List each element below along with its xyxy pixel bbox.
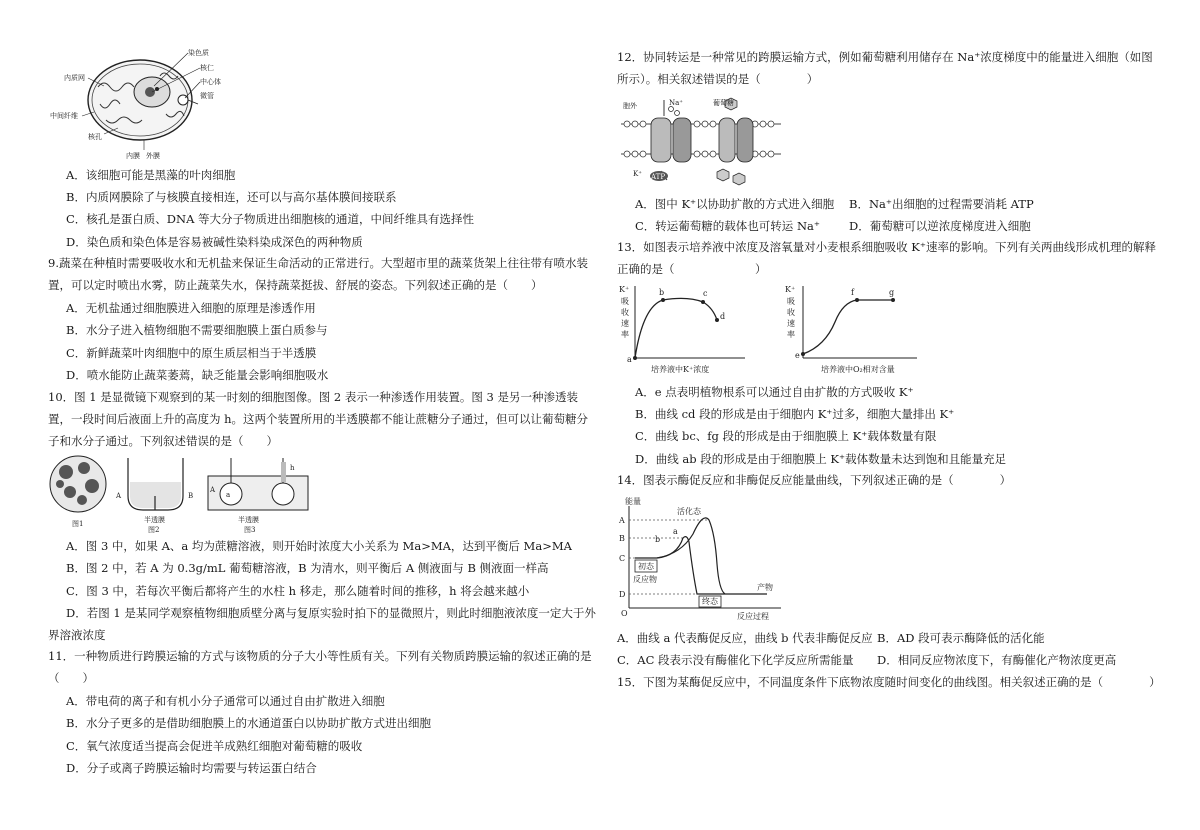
cell-structure-figure bbox=[48, 42, 238, 162]
svg-text:核孔: 核孔 bbox=[88, 133, 102, 141]
q9-option-c: C．新鲜蔬菜叶肉细胞中的原生质层相当于半透膜 bbox=[66, 346, 317, 360]
q10-option-b: B．图 2 中，若 A 为 0.3g/mL 葡萄糖溶液，B 为清水，则平衡后 A 侧液面与 B 侧液面一样高 bbox=[66, 561, 549, 575]
g1-ylabel-2: 收 bbox=[621, 308, 629, 317]
q14-option-b: B．AD 段可表示酶降低的活化能 bbox=[877, 631, 1045, 645]
q12-option-b: B．Na⁺出细胞的过程需要消耗 ATP bbox=[849, 197, 1034, 211]
g1-point-c: c bbox=[703, 289, 708, 298]
q11-option-a: A．带电荷的离子和有机小分子通常可以通过自由扩散进入细胞 bbox=[66, 694, 385, 708]
energy-curve-figure bbox=[617, 494, 787, 622]
g2-point-f: f bbox=[851, 288, 854, 297]
q13-option-c: C．曲线 bc、fg 段的形成是由于细胞膜上 K⁺载体数量有限 bbox=[635, 429, 937, 443]
fig2-label: 图2 bbox=[148, 526, 160, 534]
g2-point-e: e bbox=[795, 351, 800, 360]
q14-option-c: C．AC 段表示没有酶催化下化学反应所需能量 bbox=[617, 653, 854, 667]
level-a: A bbox=[619, 516, 625, 525]
q9-stem: 9.蔬菜在种植时需要吸收水和无机盐来保证生命活动的正常进行。大型超市里的蔬菜货架上往往带有喷水装置，可以定时喷出水雾，防止蔬菜失水，保持蔬菜挺拔、舒展的姿态。下列叙述正确的是（ ） bbox=[48, 256, 588, 292]
level-d: D bbox=[619, 590, 626, 599]
q10-option-a: A．图 3 中，如果 A、a 均为蔗糖溶液，则开始时浓度大小关系为 Ma>MA，达到平衡后 Ma>MA bbox=[66, 539, 572, 553]
fig3-membrane-label: 半透膜 bbox=[238, 516, 259, 524]
fig2-a-label: A bbox=[116, 492, 122, 500]
q11-option-b: B．水分子更多的是借助细胞膜上的水通道蛋白以协助扩散方式进出细胞 bbox=[66, 716, 431, 730]
q13-option-a: A．e 点表明植物根系可以通过自由扩散的方式吸收 K⁺ bbox=[635, 385, 914, 399]
q10-option-d: D．若图 1 是某同学观察植物细胞质壁分离与复原实验时拍下的显微照片，则此时细胞液浓度一定大于外 bbox=[66, 606, 596, 620]
q12-option-d: D．葡萄糖可以逆浓度梯度进入细胞 bbox=[849, 219, 1031, 233]
k-absorption-graphs bbox=[617, 282, 937, 378]
g1-ylabel-0: K⁺ bbox=[619, 285, 630, 294]
g1-ylabel-3: 速 bbox=[621, 319, 629, 328]
level-b: B bbox=[619, 534, 625, 543]
q11-option-c: C．氧气浓度适当提高会促进羊成熟红细胞对葡萄糖的吸收 bbox=[66, 739, 363, 753]
q8-option-c: C．核孔是蛋白质、DNA 等大分子物质进出细胞核的通道，中间纤维具有选择性 bbox=[66, 212, 475, 226]
fig1-label: 图1 bbox=[72, 520, 84, 528]
g2-point-g: g bbox=[889, 288, 895, 297]
q9-option-a: A．无机盐通过细胞膜进入细胞的原理是渗透作用 bbox=[66, 301, 316, 315]
g1-point-a: a bbox=[627, 355, 632, 364]
svg-text:中心体: 中心体 bbox=[200, 78, 221, 86]
svg-text:核仁: 核仁 bbox=[200, 64, 214, 72]
q8-option-a: A．该细胞可能是黑藻的叶肉细胞 bbox=[66, 168, 236, 182]
g2-xlabel: 培养液中O₂相对含量 bbox=[821, 365, 895, 374]
q8-option-d: D．染色质和染色体是容易被碱性染料染成深色的两种物质 bbox=[66, 235, 363, 249]
q10-stem: 10．图 1 是显微镜下观察到的某一时刻的细胞图像。图 2 表示一种渗透作用装置。图 3 是另一种渗透装置，一段时间后液面上升的高度为 h。这两个装置所用的半透膜都不能让蔗糖分子通过，但可以让葡萄糖分子和水分子通过。下列叙述错误的是（ ） bbox=[48, 390, 589, 448]
q12-option-c: C．转运葡萄糖的载体也可转运 Na⁺ bbox=[635, 219, 820, 233]
q10-option-c: C．图 3 中，若每次平衡后都将产生的水柱 h 移走，那么随着时间的推移，h 将会越来越小 bbox=[66, 584, 530, 598]
outside-label: 胞外 bbox=[623, 102, 637, 110]
g1-xlabel: 培养液中K⁺浓度 bbox=[651, 365, 710, 374]
svg-text:内质网: 内质网 bbox=[64, 74, 85, 82]
energy-xlabel: 反应过程 bbox=[737, 612, 769, 621]
curve-b-label: b bbox=[655, 535, 661, 544]
level-c: C bbox=[619, 554, 626, 563]
svg-text:微管: 微管 bbox=[200, 92, 214, 100]
q15-stem: 15．下图为某酶促反应中，不同温度条件下底物浓度随时间变化的曲线图。相关叙述正确的是（ ） bbox=[617, 675, 1161, 689]
product-label: 产物 bbox=[757, 583, 773, 592]
k-label: K⁺ bbox=[633, 170, 642, 178]
q9-option-d: D．喷水能防止蔬菜萎蔫，缺乏能量会影响细胞吸水 bbox=[66, 368, 329, 382]
q14-option-d: D．相同反应物浓度下，有酶催化产物浓度更高 bbox=[877, 653, 1117, 667]
g2-ylabel-4: 率 bbox=[787, 330, 795, 339]
g1-ylabel-4: 率 bbox=[621, 330, 629, 339]
g1-point-b: b bbox=[659, 288, 665, 297]
fig3-h-label: h bbox=[290, 464, 295, 472]
fig2-b-label: B bbox=[188, 492, 194, 500]
q13-option-b: B．曲线 cd 段的形成是由于细胞内 K⁺过多，细胞大量排出 K⁺ bbox=[635, 407, 955, 421]
reactant-label: 反应物 bbox=[633, 575, 657, 584]
q10-option-d-cont: 界溶液浓度 bbox=[48, 628, 106, 642]
q9-option-b: B．水分子进入植物细胞不需要细胞膜上蛋白质参与 bbox=[66, 323, 328, 337]
cotransport-figure bbox=[621, 96, 781, 188]
svg-text:内膜: 内膜 bbox=[126, 152, 140, 160]
glucose-label: 葡萄糖 bbox=[713, 99, 734, 107]
initial-label: 初态 bbox=[638, 562, 654, 571]
osmosis-figure bbox=[48, 452, 348, 534]
g1-ylabel-1: 吸 bbox=[621, 297, 629, 306]
g2-ylabel-2: 收 bbox=[787, 308, 795, 317]
q12-option-a: A．图中 K⁺以协助扩散的方式进入细胞 bbox=[635, 197, 835, 211]
q8-option-b: B．内质网膜除了与核膜直接相连，还可以与高尔基体膜间接联系 bbox=[66, 190, 397, 204]
fig3-a-label: A bbox=[210, 486, 216, 494]
fig2-membrane-label: 半透膜 bbox=[144, 516, 165, 524]
q11-option-d: D．分子或离子跨膜运输时均需要与转运蛋白结合 bbox=[66, 761, 317, 775]
svg-text:中间纤维: 中间纤维 bbox=[50, 112, 78, 120]
g1-point-d: d bbox=[720, 312, 726, 321]
g2-ylabel-1: 吸 bbox=[787, 297, 795, 306]
final-label: 终态 bbox=[702, 597, 718, 606]
energy-ylabel: 能量 bbox=[625, 497, 641, 506]
q14-option-a: A．曲线 a 代表酶促反应，曲线 b 代表非酶促反应 bbox=[617, 631, 873, 645]
origin-label: O bbox=[621, 609, 628, 618]
curve-a-label: a bbox=[673, 527, 678, 536]
g2-ylabel-0: K⁺ bbox=[785, 285, 796, 294]
na-label: Na⁺ bbox=[669, 99, 683, 107]
q14-stem: 14．图表示酶促反应和非酶促反应能量曲线，下列叙述正确的是（ ） bbox=[617, 473, 1012, 487]
svg-text:染色质: 染色质 bbox=[188, 49, 209, 57]
q11-stem: 11．一种物质进行跨膜运输的方式与该物质的分子大小等性质有关。下列有关物质跨膜运输的叙述正确的是（ ） bbox=[48, 649, 592, 685]
fig3-a-small-label: a bbox=[226, 491, 231, 499]
q13-stem: 13．如图表示培养液中浓度及溶氧量对小麦根系细胞吸收 K⁺速率的影响。下列有关两曲线形成机理的解释正确的是（ ） bbox=[617, 240, 1156, 276]
atp-label: ATP bbox=[651, 173, 666, 181]
q12-stem: 12．协同转运是一种常见的跨膜运输方式，例如葡萄糖利用储存在 Na⁺浓度梯度中的能量进入细胞（如图所示）。相关叙述错误的是（ ） bbox=[617, 50, 1153, 86]
fig3-label: 图3 bbox=[244, 526, 256, 534]
svg-text:外膜: 外膜 bbox=[146, 152, 160, 160]
activated-label: 活化态 bbox=[677, 507, 701, 516]
g2-ylabel-3: 速 bbox=[787, 319, 795, 328]
q13-option-d: D．曲线 ab 段的形成是由于细胞膜上 K⁺载体数量未达到饱和且能量充足 bbox=[635, 452, 1007, 466]
